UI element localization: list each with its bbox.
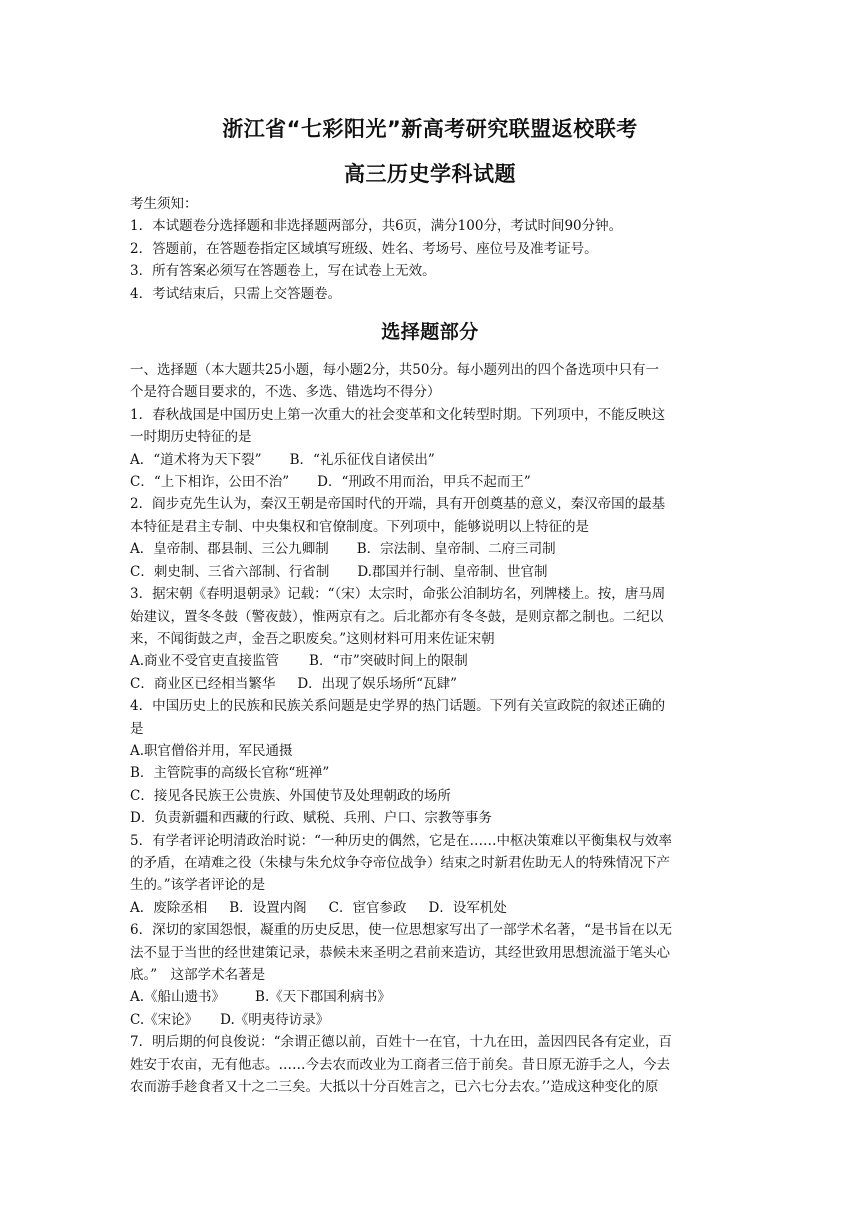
- question-5-stem: 的矛盾，在靖难之役（朱棣与朱允炆争夺帝位战争）结束之时新君佐助无人的特殊情况下产: [130, 854, 670, 871]
- option-a: A．废除丞相: [130, 899, 208, 916]
- option-b: B．主管院事的高级长官称“班禅”: [130, 765, 330, 782]
- question-2-options-ab: [130, 538, 730, 560]
- option-d: D．“刑政不用而治，甲兵不起而王”: [317, 474, 531, 491]
- option-c: C．宦官参政: [328, 899, 407, 916]
- section-intro: 个是符合题目要求的，不选、多选、错选均不得分）: [130, 384, 441, 401]
- notice-item: 2．答题前，在答题卷指定区域填写班级、姓名、考场号、座位号及准考证号。: [130, 240, 598, 257]
- option-a: A．皇帝制、郡县制、三公九卿制: [130, 541, 329, 558]
- question-3-stem: 3．据宋朝《春明退朝录》记载：“（宋）太宗时，命张公洎制坊名，列牌楼上。按，唐马周: [130, 586, 666, 603]
- option-b: B．设置内阁: [229, 899, 307, 916]
- section-intro: 一、选择题（本大题共25小题，每小题2分，共50分。每小题列出的四个备选项中只有一: [130, 362, 659, 379]
- question-3-options-cd: [130, 673, 730, 695]
- option-d: D．出现了娱乐场所“瓦肆”: [297, 675, 457, 692]
- option-a: A.《船山遗书》: [130, 989, 226, 1006]
- section-title: 选择题部分: [381, 321, 479, 343]
- notice-item: 4．考试结束后，只需上交答题卷。: [130, 285, 342, 302]
- option-b: B．“礼乐征伐自诸侯出”: [289, 451, 435, 468]
- question-5-stem: 生的。”该学者评论的是: [130, 877, 266, 894]
- question-7-stem: 农而游手趁食者又十之二三矣。大抵以十分百姓言之，已六七分去农。’’造成这种变化的原: [130, 1079, 659, 1096]
- question-6-stem: 6．深切的家国怨恨，凝重的历史反思，使一位思想家写出了一部学术名著，“是书旨在以无: [130, 922, 672, 939]
- question-7-stem: 姓安于农亩，无有他志。……今去农而改业为工商者三倍于前矣。昔日原无游手之人，今去: [130, 1056, 670, 1073]
- option-c: C.《宋论》: [130, 1011, 199, 1028]
- question-6-options-ab: [130, 986, 730, 1008]
- option-b: B.《天下郡国利病书》: [255, 989, 391, 1006]
- option-d: D.郡国并行制、皇帝制、世官制: [357, 563, 548, 580]
- question-2-stem: 本特征是君主专制、中央集权和官僚制度。下列项中，能够说明以上特征的是: [130, 518, 589, 535]
- option-c: C．商业区已经相当繁华: [130, 675, 276, 692]
- question-1-options-cd: [130, 471, 730, 493]
- notice-heading: 考生须知：: [130, 196, 198, 212]
- option-c: C．接见各民族王公贵族、外国使节及处理朝政的场所: [130, 787, 451, 804]
- section-title-spacer: [130, 305, 730, 359]
- option-a: A.商业不受官吏直接监管: [130, 653, 280, 670]
- question-7-stem: 7．明后期的何良俊说：“余谓正德以前，百姓十一在官，十九在田，盖因四民各有定业，百: [130, 1034, 672, 1051]
- option-d: D．负责新疆和西藏的行政、赋税、兵刑、户口、宗教等事务: [130, 810, 492, 827]
- exam-body: [130, 193, 730, 1098]
- question-1-stem: 一时期历史特征的是: [130, 429, 252, 446]
- question-6-stem: 法不显于当世的经世建策记录，恭候未来圣明之君前来造访，其经世致用思想流溢于笔头心: [130, 944, 670, 961]
- exam-title: 浙江省“七彩阳光”新高考研究联盟返校联考: [222, 117, 638, 141]
- option-a: A.职官僧俗并用，军民通摄: [130, 742, 293, 759]
- question-3-stem: 来，不闻街鼓之声，金吾之职废矣。”这则材料可用来佐证宋朝: [130, 630, 495, 647]
- question-5-options: [130, 897, 730, 919]
- question-3-options-ab: [130, 650, 730, 672]
- question-1-options-ab: [130, 449, 730, 471]
- notice-item: 1．本试题卷分选择题和非选择题两部分，共6页，满分100分，考试时间90分钟。: [130, 218, 623, 235]
- question-6-options-cd: [130, 1009, 730, 1031]
- question-1-stem: 1．春秋战国是中国历史上第一次重大的社会变革和文化转型时期。下列项中，不能反映这: [130, 406, 666, 423]
- option-c: C．“上下相诈，公田不治”: [130, 474, 290, 491]
- question-3-stem: 始建议，置冬冬鼓（警夜鼓），惟两京有之。后北都亦有冬冬鼓，是则京都之制也。二纪以: [130, 608, 664, 625]
- notice-item: 3．所有答案必须写在答题卷上，写在试卷上无效。: [130, 263, 436, 280]
- question-4-stem: 是: [130, 720, 144, 737]
- question-2-options-cd: [130, 561, 730, 583]
- question-5-stem: 5．有学者评论明清政治时说：“一种历史的偶然，它是在……中枢决策难以平衡集权与效率: [130, 832, 672, 849]
- option-b: B．“市”突破时间上的限制: [309, 653, 468, 670]
- question-2-stem: 2．阎步克先生认为，秦汉王朝是帝国时代的开端，具有开创奠基的意义，秦汉帝国的最基: [130, 496, 666, 513]
- option-b: B．宗法制、皇帝制、二府三司制: [356, 541, 556, 558]
- option-a: A．“道术将为天下裂”: [130, 451, 262, 468]
- question-6-stem: 底。” 这部学术名著是: [130, 967, 266, 983]
- option-d: D．设军机处: [428, 899, 507, 916]
- option-d: D.《明夷待访录》: [220, 1011, 330, 1028]
- option-c: C．刺史制、三省六部制、行省制: [130, 563, 330, 580]
- question-4-stem: 4．中国历史上的民族和民族关系问题是史学界的热门话题。下列有关宣政院的叙述正确的: [130, 698, 666, 715]
- exam-subtitle: 高三历史学科试题: [344, 162, 516, 186]
